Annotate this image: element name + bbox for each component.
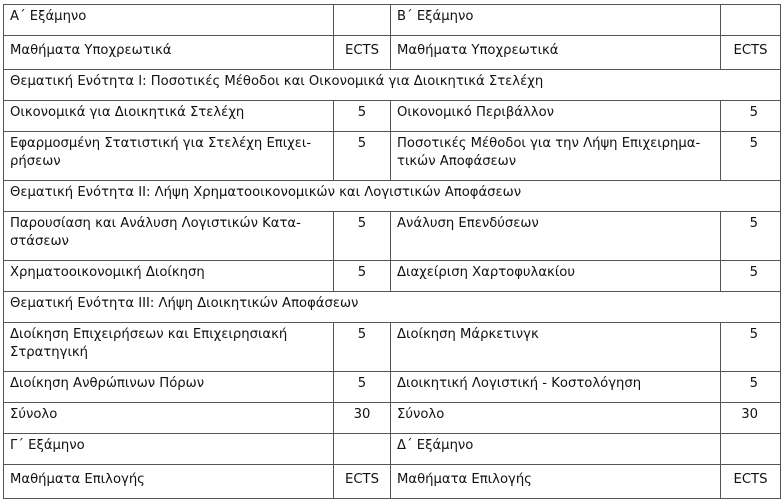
course-left-line1: Εφαρμοσμένη Στατιστική για Στελέχη Επιχει-	[10, 136, 312, 151]
course-left: Διοίκηση Ανθρώπινων Πόρων	[4, 372, 334, 403]
course-left-line1: Διοίκηση Επιχειρήσεων και Επιχειρησιακή	[10, 327, 288, 342]
semester-header-row	[4, 434, 781, 465]
course-right: Διαχείριση Χαρτοφυλακίου	[391, 261, 721, 292]
unit-title: Θεματική Ενότητα ΙΙΙ: Λήψη Διοικητικών Αποφάσεων	[4, 292, 781, 323]
total-value-b: 30	[721, 403, 781, 434]
total-label-b: Σύνολο	[391, 403, 721, 434]
course-row	[4, 372, 781, 403]
required-courses-header-b: Μαθήματα Υποχρεωτικά	[391, 36, 721, 70]
course-left-ects: 5	[334, 323, 391, 372]
course-left-ects: 5	[334, 101, 391, 132]
course-left-ects: 5	[334, 132, 391, 181]
course-right-ects: 5	[721, 101, 781, 132]
course-row	[4, 132, 781, 181]
total-label-a: Σύνολο	[4, 403, 334, 434]
course-left-ects: 5	[334, 261, 391, 292]
course-left-ects: 5	[334, 212, 391, 261]
semester-c-ects-blank	[334, 434, 391, 465]
unit-title: Θεματική Ενότητα ΙΙ: Λήψη Χρηματοοικονομικών και Λογιστικών Αποφάσεων	[4, 181, 781, 212]
semester-d-label: Δ΄ Εξάμηνο	[391, 434, 721, 465]
column-header-row	[4, 465, 781, 499]
total-row	[4, 403, 781, 434]
curriculum-table	[3, 4, 781, 499]
course-right-ects: 5	[721, 212, 781, 261]
total-value-a: 30	[334, 403, 391, 434]
semester-d-ects-blank	[721, 434, 781, 465]
ects-header-c: ECTS	[334, 465, 391, 499]
unit-title-row	[4, 70, 781, 101]
course-left-ects: 5	[334, 372, 391, 403]
semester-b-ects-blank	[721, 5, 781, 36]
column-header-row	[4, 36, 781, 70]
required-courses-header-a: Μαθήματα Υποχρεωτικά	[4, 36, 334, 70]
unit-title-row	[4, 181, 781, 212]
course-right: Οικονομικό Περιβάλλον	[391, 101, 721, 132]
course-left-line1: Παρουσίαση και Ανάλυση Λογιστικών Κατα-	[10, 216, 301, 231]
course-left	[4, 323, 334, 372]
course-left	[4, 212, 334, 261]
course-right-ects: 5	[721, 132, 781, 181]
course-right-ects: 5	[721, 323, 781, 372]
course-left-line2: Στρατηγική	[10, 345, 89, 360]
unit-title-row	[4, 292, 781, 323]
ects-header-b: ECTS	[721, 36, 781, 70]
course-left	[4, 132, 334, 181]
ects-header-a: ECTS	[334, 36, 391, 70]
semester-a-label: Α΄ Εξάμηνο	[4, 5, 334, 36]
course-left: Χρηματοοικονομική Διοίκηση	[4, 261, 334, 292]
course-row	[4, 323, 781, 372]
course-row	[4, 101, 781, 132]
course-right-ects: 5	[721, 261, 781, 292]
course-right-line2: τικών Αποφάσεων	[397, 154, 517, 169]
course-right: Ανάλυση Επενδύσεων	[391, 212, 721, 261]
elective-courses-header-c: Μαθήματα Επιλογής	[4, 465, 334, 499]
semester-b-label: Β΄ Εξάμηνο	[391, 5, 721, 36]
course-right-line1: Ποσοτικές Μέθοδοι για την Λήψη Επιχειρημα-	[397, 136, 701, 151]
semester-c-label: Γ΄ Εξάμηνο	[4, 434, 334, 465]
semester-a-ects-blank	[334, 5, 391, 36]
course-left-line2: ρήσεων	[10, 154, 61, 169]
course-right: Διοίκηση Μάρκετινγκ	[391, 323, 721, 372]
course-right: Διοικητική Λογιστική - Κοστολόγηση	[391, 372, 721, 403]
elective-courses-header-d: Μαθήματα Επιλογής	[391, 465, 721, 499]
course-left: Οικονομικά για Διοικητικά Στελέχη	[4, 101, 334, 132]
course-right-ects: 5	[721, 372, 781, 403]
unit-title: Θεματική Ενότητα Ι: Ποσοτικές Μέθοδοι και Οικονομικά για Διοικητικά Στελέχη	[4, 70, 781, 101]
course-left-line2: στάσεων	[10, 234, 69, 249]
semester-header-row	[4, 5, 781, 36]
course-row	[4, 261, 781, 292]
course-row	[4, 212, 781, 261]
course-right	[391, 132, 721, 181]
ects-header-d: ECTS	[721, 465, 781, 499]
